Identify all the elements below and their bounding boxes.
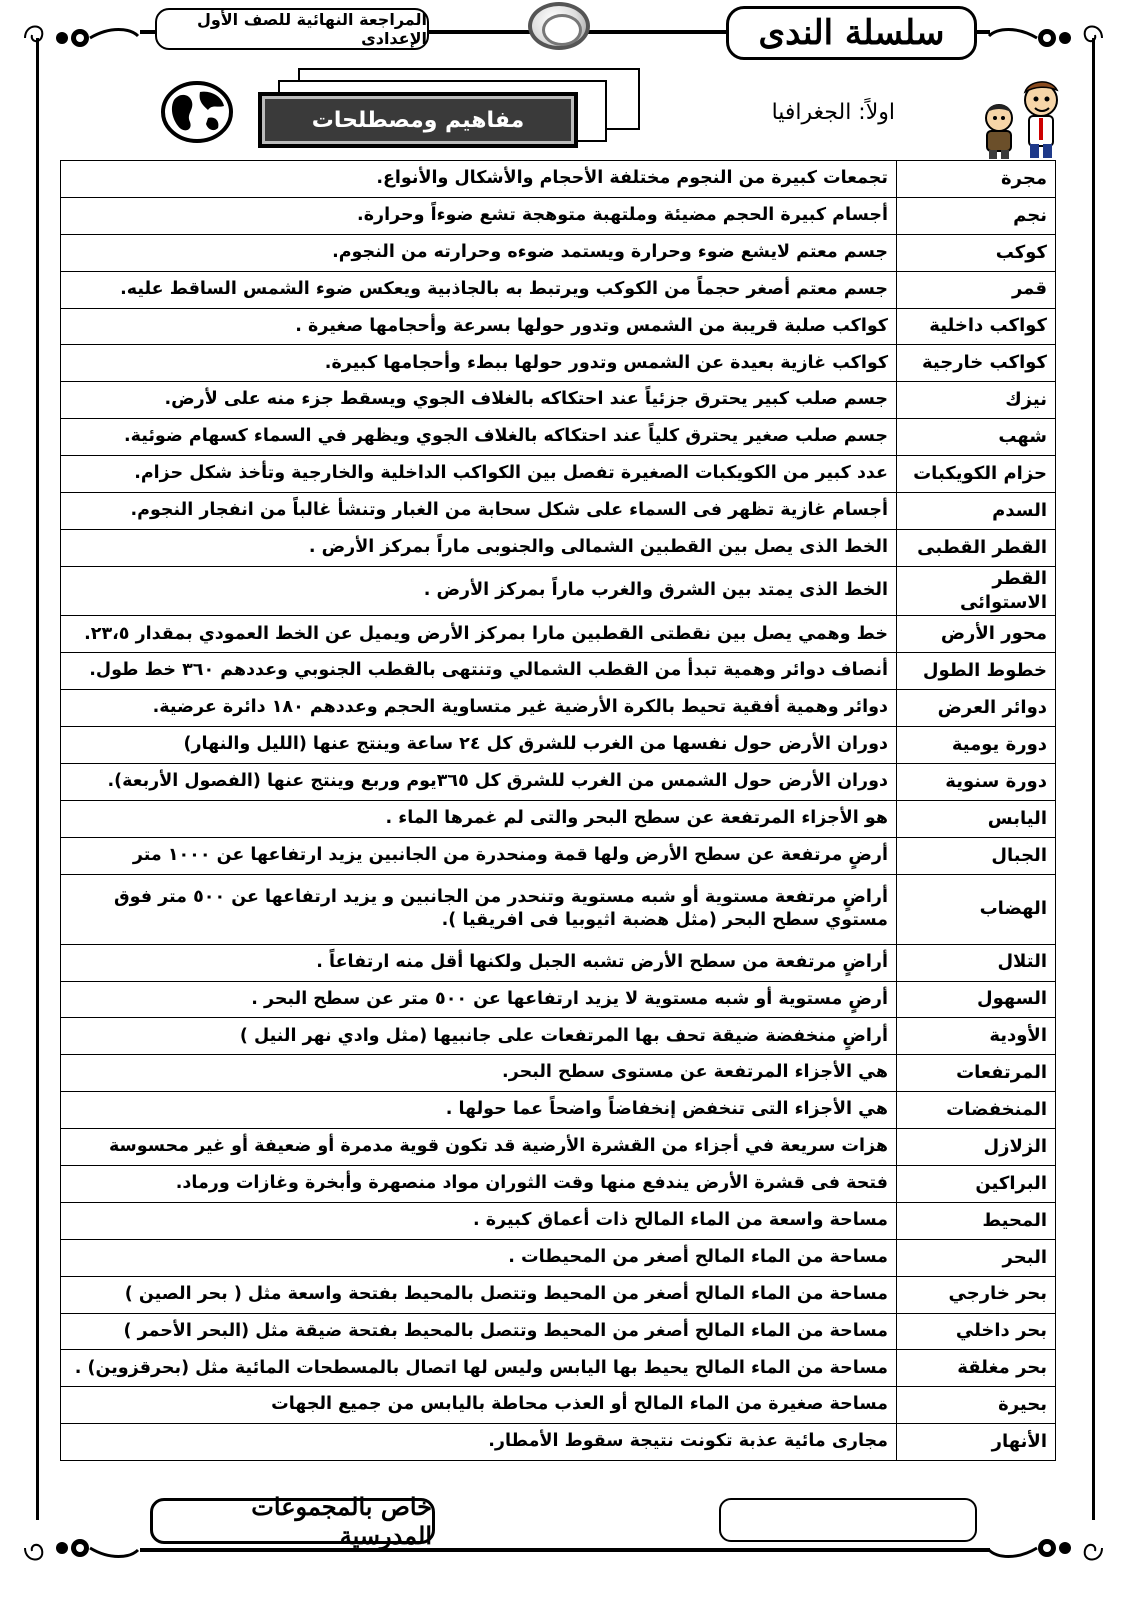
term-cell: حزام الكويكبات xyxy=(897,456,1056,493)
definition-cell: هي الأجزاء المرتفعة عن مستوى سطح البحر. xyxy=(61,1055,897,1092)
table-row xyxy=(61,1055,1056,1092)
definition-cell: دوران الأرض حول نفسها من الغرب للشرق كل ٢٤ ساعة وينتج عنها (الليل والنهار) xyxy=(61,727,897,764)
flower-ornament-icon xyxy=(987,18,1107,58)
table-row xyxy=(61,1350,1056,1387)
definition-cell: الخط الذى يمتد بين الشرق والغرب ماراً بمركز الأرض . xyxy=(61,566,897,616)
table-row xyxy=(61,456,1056,493)
term-cell: السهول xyxy=(897,981,1056,1018)
definition-cell: أراضٍ مرتفعة مستوية أو شبه مستوية وتنحدر من الجانبين و يزيد ارتفاعها عن ٥٠٠ متر فوق مستوي سطح البحر (مثل هضبة اثيوبيا فى افريقيا ). xyxy=(61,874,897,944)
term-cell: شهب xyxy=(897,419,1056,456)
table-row xyxy=(61,308,1056,345)
table-row xyxy=(61,1092,1056,1129)
definition-cell: دوائر وهمية أفقية تحيط بالكرة الأرضية غير متساوية الحجم وعددهم ١٨٠ دائرة عرضية. xyxy=(61,690,897,727)
definition-cell: كواكب غازية بعيدة عن الشمس وتدور حولها ببطء وأحجامها كبيرة. xyxy=(61,345,897,382)
table-row xyxy=(61,1313,1056,1350)
definition-cell: عدد كبير من الكويكبات الصغيرة تفصل بين الكواكب الداخلية والخارجية وتأخذ شكل حزام. xyxy=(61,456,897,493)
table-row xyxy=(61,944,1056,981)
definition-cell: مساحة من الماء المالح أصغر من المحيطات . xyxy=(61,1239,897,1276)
definition-cell: جسم معتم أصغر حجماً من الكوكب ويرتبط به بالجاذبية ويعكس ضوء الشمس الساقط عليه. xyxy=(61,271,897,308)
table-row xyxy=(61,1018,1056,1055)
term-cell: قمر xyxy=(897,271,1056,308)
term-cell: البراكين xyxy=(897,1165,1056,1202)
table-row xyxy=(61,981,1056,1018)
term-cell: الأودية xyxy=(897,1018,1056,1055)
table-row xyxy=(61,1129,1056,1166)
term-cell: دورة يومية xyxy=(897,727,1056,764)
definition-cell: دوران الأرض حول الشمس من الغرب للشرق كل ٣٦٥يوم وربع وينتج عنها (الفصول الأربعة). xyxy=(61,763,897,800)
table-row xyxy=(61,763,1056,800)
term-cell: الأنهار xyxy=(897,1424,1056,1461)
term-cell: بحر داخلي xyxy=(897,1313,1056,1350)
flower-ornament-icon xyxy=(20,1528,140,1568)
definition-cell: مساحة من الماء المالح أصغر من المحيط وتتصل بالمحيط بفتحة ضيقة مثل (البحر الأحمر ) xyxy=(61,1313,897,1350)
definition-cell: هي الأجزاء التى تنخفض إنخفاضاً واضحاً عما حولها . xyxy=(61,1092,897,1129)
definition-cell: هزات سريعة في أجزاء من القشرة الأرضية قد تكون قوية مدمرة أو ضعيفة أو غير محسوسة xyxy=(61,1129,897,1166)
table-row xyxy=(61,161,1056,198)
table-row xyxy=(61,727,1056,764)
table-row xyxy=(61,197,1056,234)
table-row xyxy=(61,419,1056,456)
term-cell: كوكب xyxy=(897,234,1056,271)
table-row xyxy=(61,837,1056,874)
term-cell: المحيط xyxy=(897,1202,1056,1239)
definition-cell: مساحة صغيرة من الماء المالح أو العذب محاطة باليابس من جميع الجهات xyxy=(61,1387,897,1424)
definition-cell: أجسام كبيرة الحجم مضيئة وملتهبة متوهجة تشع ضوءاً وحرارة. xyxy=(61,197,897,234)
term-cell: مجرة xyxy=(897,161,1056,198)
term-cell: نيزك xyxy=(897,382,1056,419)
terms-table xyxy=(60,160,1056,1461)
table-row xyxy=(61,566,1056,616)
term-cell: نجم xyxy=(897,197,1056,234)
definition-cell: أرضٍ مرتفعة عن سطح الأرض ولها قمة ومنحدرة من الجانبين يزيد ارتفاعها عن ١٠٠٠ متر xyxy=(61,837,897,874)
term-cell: السدم xyxy=(897,493,1056,530)
binder-ring-icon xyxy=(528,2,590,50)
table-row xyxy=(61,1165,1056,1202)
definition-cell: أراضٍ مرتفعة من سطح الأرض تشبه الجبل ولكنها أقل منه ارتفاعاً . xyxy=(61,944,897,981)
definition-cell: مساحة واسعة من الماء المالح ذات أعماق كبيرة . xyxy=(61,1202,897,1239)
term-cell: القطر الاستوائى xyxy=(897,566,1056,616)
definition-cell: خط وهمي يصل بين نقطتى القطبين مارا بمركز الأرض ويميل عن الخط العمودي بمقدار ٢٣،٥. xyxy=(61,616,897,653)
term-cell: الزلازل xyxy=(897,1129,1056,1166)
definition-cell: مساحة من الماء المالح يحيط بها اليابس وليس لها اتصال بالمسطحات المائية مثل (بحرقزوين) . xyxy=(61,1350,897,1387)
definition-cell: أنصاف دوائر وهمية تبدأ من القطب الشمالي وتنتهى بالقطب الجنوبي وعددهم ٣٦٠ خط طول. xyxy=(61,653,897,690)
term-cell: محور الأرض xyxy=(897,616,1056,653)
table-row xyxy=(61,1202,1056,1239)
footer-empty-box xyxy=(719,1498,977,1542)
flower-ornament-icon xyxy=(20,18,140,58)
term-cell: دورة سنوية xyxy=(897,763,1056,800)
series-title: سلسلة الندى xyxy=(726,6,977,60)
definition-cell: جسم صلب صغير يحترق كلياً عند احتكاكه بالغلاف الجوي ويظهر في السماء كسهام ضوئية. xyxy=(61,419,897,456)
definition-cell: كواكب صلبة قريبة من الشمس وتدور حولها بسرعة وأحجامها صغيرة . xyxy=(61,308,897,345)
table-row xyxy=(61,382,1056,419)
footer-label: خاص بالمجموعات المدرسية xyxy=(150,1498,435,1544)
term-cell: المنخفضات xyxy=(897,1092,1056,1129)
definition-cell: هو الأجزاء المرتفعة عن سطح البحر والتى لم غمرها الماء . xyxy=(61,800,897,837)
table-row xyxy=(61,234,1056,271)
concepts-banner: مفاهيم ومصطلحات xyxy=(258,92,578,148)
table-row xyxy=(61,1276,1056,1313)
term-cell: اليابس xyxy=(897,800,1056,837)
table-row xyxy=(61,690,1056,727)
globe-icon xyxy=(160,80,234,144)
table-row xyxy=(61,1424,1056,1461)
definition-cell: مجارى مائية عذبة تكونت نتيجة سقوط الأمطار. xyxy=(61,1424,897,1461)
cartoon-boys-illustration xyxy=(967,78,1077,160)
term-cell: بحيرة xyxy=(897,1387,1056,1424)
table-row xyxy=(61,653,1056,690)
table-row xyxy=(61,271,1056,308)
table-row xyxy=(61,493,1056,530)
table-row xyxy=(61,800,1056,837)
term-cell: القطر القطبى xyxy=(897,529,1056,566)
term-cell: التلال xyxy=(897,944,1056,981)
table-row xyxy=(61,1387,1056,1424)
term-cell: الجبال xyxy=(897,837,1056,874)
review-title: المراجعة النهائية للصف الأول الإعدادى xyxy=(155,8,429,50)
table-row xyxy=(61,529,1056,566)
definition-cell: أجسام غازية تظهر فى السماء على شكل سحابة من الغبار وتنشأ غالباً من انفجار النجوم. xyxy=(61,493,897,530)
section-heading: اولاً: الجغرافيا xyxy=(771,100,895,125)
definition-cell: مساحة من الماء المالح أصغر من المحيط وتتصل بالمحيط بفتحة واسعة مثل ( بحر الصين ) xyxy=(61,1276,897,1313)
table-row xyxy=(61,1239,1056,1276)
term-cell: كواكب داخلية xyxy=(897,308,1056,345)
flower-ornament-icon xyxy=(987,1528,1107,1568)
definition-cell: الخط الذى يصل بين القطبين الشمالى والجنوبى ماراً بمركز الأرض . xyxy=(61,529,897,566)
definition-cell: أراضٍ منخفضة ضيقة تحف بها المرتفعات على جانبيها (مثل وادي نهر النيل ) xyxy=(61,1018,897,1055)
definition-cell: فتحة فى قشرة الأرض يندفع منها وقت الثوران مواد منصهرة وأبخرة وغازات ورماد. xyxy=(61,1165,897,1202)
term-cell: البحر xyxy=(897,1239,1056,1276)
table-row xyxy=(61,874,1056,944)
term-cell: خطوط الطول xyxy=(897,653,1056,690)
term-cell: بحر مغلقة xyxy=(897,1350,1056,1387)
definition-cell: تجمعات كبيرة من النجوم مختلفة الأحجام والأشكال والأنواع. xyxy=(61,161,897,198)
definition-cell: جسم معتم لايشع ضوء وحرارة ويستمد ضوءه وحرارته من النجوم. xyxy=(61,234,897,271)
term-cell: كواكب خارجية xyxy=(897,345,1056,382)
definition-cell: جسم صلب كبير يحترق جزئياً عند احتكاكه بالغلاف الجوي ويسقط جزء منه على لأرض. xyxy=(61,382,897,419)
table-row xyxy=(61,616,1056,653)
term-cell: المرتفعات xyxy=(897,1055,1056,1092)
term-cell: الهضاب xyxy=(897,874,1056,944)
term-cell: بحر خارجي xyxy=(897,1276,1056,1313)
term-cell: دوائر العرض xyxy=(897,690,1056,727)
definition-cell: أرضٍ مستوية أو شبه مستوية لا يزيد ارتفاعها عن ٥٠٠ متر عن سطح البحر . xyxy=(61,981,897,1018)
table-row xyxy=(61,345,1056,382)
